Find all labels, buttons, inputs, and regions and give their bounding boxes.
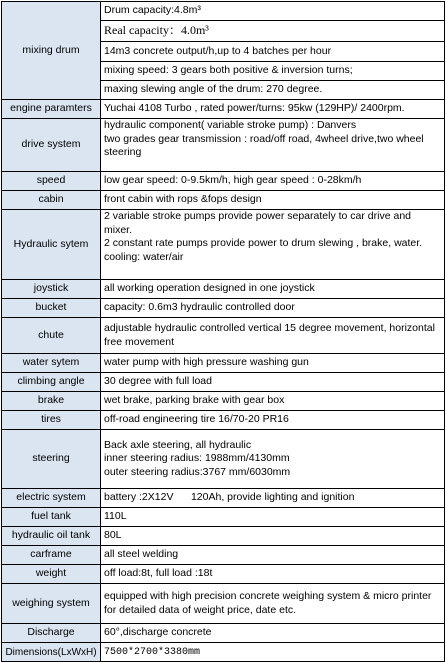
table-row xyxy=(2,172,445,191)
table-row xyxy=(2,210,445,280)
chute-value: adjustable hydraulic controlled vertical 15 degree movement, horizontal free movement xyxy=(101,318,445,354)
row-label-weighing: weighing system xyxy=(2,584,101,624)
row-label-bucket: bucket xyxy=(2,299,101,318)
dimensions-value: 7500*2700*3380mm xyxy=(101,643,445,662)
table-row xyxy=(2,299,445,318)
row-label-steering: steering xyxy=(2,430,101,489)
table-row xyxy=(2,643,445,662)
spec-table xyxy=(1,1,445,662)
table-row xyxy=(2,100,445,119)
row-label-cabin: cabin xyxy=(2,191,101,210)
row-label-tires: tires xyxy=(2,411,101,430)
row-label-weight: weight xyxy=(2,565,101,584)
table-row xyxy=(2,119,445,172)
drive-value xyxy=(101,119,445,172)
speed-value: low gear speed: 0-9.5km/h, high gear speed : 0-28km/h xyxy=(101,172,445,191)
weight-value: off load:8t, full load :18t xyxy=(101,565,445,584)
row-label-drive: drive system xyxy=(2,119,101,172)
carframe-value: all steel welding xyxy=(101,546,445,565)
tires-value: off-road engineering tire 16/70-20 PR16 xyxy=(101,411,445,430)
slewing-angle: maxing slewing angle of the drum: 270 degree. xyxy=(101,81,445,100)
table-row xyxy=(2,430,445,489)
row-label-fuel: fuel tank xyxy=(2,508,101,527)
table-row xyxy=(2,489,445,508)
row-label-dimensions: Dimensions(LxWxH) xyxy=(2,643,101,662)
table-row xyxy=(2,411,445,430)
table-row xyxy=(2,508,445,527)
row-label-climbing: climbing angle xyxy=(2,373,101,392)
steering-line-1: Back axle steering, all hydraulic xyxy=(104,438,252,451)
row-label-speed: speed xyxy=(2,172,101,191)
drive-line-1: hydraulic component( variable stroke pump) : Danvers xyxy=(104,119,357,131)
cabin-value: front cabin with rops &fops design xyxy=(101,191,445,210)
hydraulic-line-1: 2 variable stroke pumps provide power separately to car drive and mixer. xyxy=(104,210,411,236)
row-label-engine: engine paramters xyxy=(2,100,101,119)
weighing-value: equipped with high precision concrete weighing system & micro printer for detailed data of weight price, date etc. xyxy=(101,584,445,624)
table-row xyxy=(2,191,445,210)
table-row xyxy=(2,392,445,411)
steering-line-3: outer steering radius:3767 mm/6030mm xyxy=(104,465,291,478)
table-row xyxy=(2,565,445,584)
fuel-value: 110L xyxy=(101,508,445,527)
electric-value: battery :2X12V 120Ah, provide lighting and ignition xyxy=(101,489,445,508)
row-label-mixing-drum: mixing drum xyxy=(2,2,101,100)
bucket-value: capacity: 0.6m3 hydraulic controlled door xyxy=(101,299,445,318)
hydraulic-oil-value: 80L xyxy=(101,527,445,546)
climbing-value: 30 degree with full load xyxy=(101,373,445,392)
steering-line-2: inner steering radius: 1988mm/4130mm xyxy=(104,452,290,465)
discharge-value: 60°,discharge concrete xyxy=(101,624,445,643)
table-row xyxy=(2,527,445,546)
water-value: water pump with high pressure washing gun xyxy=(101,354,445,373)
table-row xyxy=(2,280,445,299)
row-label-chute: chute xyxy=(2,318,101,354)
mixing-speed: mixing speed: 3 gears both positive & inversion turns; xyxy=(101,62,445,81)
concrete-output: 14m3 concrete output/h,up to 4 batches per hour xyxy=(101,42,445,62)
brake-value: wet brake, parking brake with gear box xyxy=(101,392,445,411)
real-capacity: Real capacity：4.0m³ xyxy=(101,21,445,42)
steering-value xyxy=(101,430,445,489)
table-row xyxy=(2,546,445,565)
table-row xyxy=(2,584,445,624)
row-label-carframe: carframe xyxy=(2,546,101,565)
table-row xyxy=(2,354,445,373)
table-row xyxy=(2,318,445,354)
drum-capacity: Drum capacity:4.8m³ xyxy=(101,2,445,21)
row-label-discharge: Discharge xyxy=(2,624,101,643)
row-label-joystick: joystick xyxy=(2,280,101,299)
hydraulic-value xyxy=(101,210,445,280)
row-label-hydraulic: Hydraulic sytem xyxy=(2,210,101,280)
table-row xyxy=(2,373,445,392)
drive-line-2: two grades gear transmission : road/off road, 4wheel drive,two wheel steering xyxy=(104,132,424,159)
engine-value: Yuchai 4108 Turbo , rated power/turns: 95kw (129HP)/ 2400rpm. xyxy=(101,100,445,119)
table-row xyxy=(2,2,445,21)
row-label-electric: electric system xyxy=(2,489,101,508)
hydraulic-line-2: 2 constant rate pumps provide power to drum slewing , brake, water. cooling: water/air xyxy=(104,237,423,263)
row-label-hydraulic-oil: hydraulic oil tank xyxy=(2,527,101,546)
joystick-value: all working operation designed in one joystick xyxy=(101,280,445,299)
row-label-brake: brake xyxy=(2,392,101,411)
table-row xyxy=(2,624,445,643)
row-label-water: water sytem xyxy=(2,354,101,373)
